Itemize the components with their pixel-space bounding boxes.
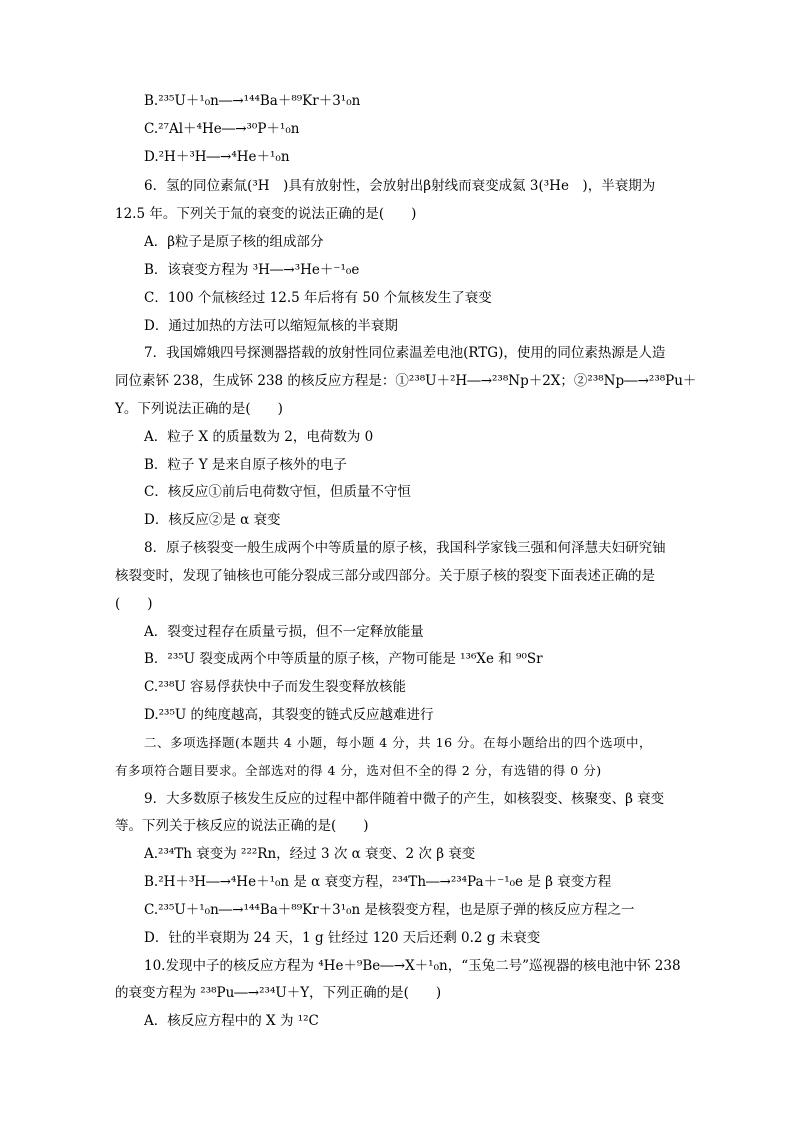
question-9-option-d: D．钍的半衰期为 24 天，1 g 钍经过 120 天后还剩 0.2 g 未衰变 (144, 930, 541, 946)
option-d-fusion-equation: D.²H＋³H―→⁴He＋¹₀n (144, 149, 290, 165)
question-6-option-d: D．通过加热的方法可以缩短氚核的半衰期 (144, 318, 398, 334)
question-8-option-c: C.²³⁸U 容易俘获快中子而发生裂变释放核能 (144, 679, 407, 695)
question-6-option-b: B．该衰变方程为 ³H―→³He＋⁻¹₀e (144, 262, 360, 278)
question-10-option-a: A．核反应方程中的 X 为 ¹²C (144, 1013, 319, 1029)
option-c-transmutation-equation: C.²⁷Al＋⁴He―→³⁰P＋¹₀n (144, 121, 300, 137)
question-9-option-c: C.²³⁵U＋¹₀n―→¹⁴⁴Ba＋⁸⁹Kr＋3¹₀n 是核裂变方程，也是原子弹的核反应方程之一 (144, 902, 635, 918)
question-8-option-d: D.²³⁵U 的纯度越高，其裂变的链式反应越难进行 (144, 707, 434, 723)
question-9-option-b: B.²H＋³H―→⁴He＋¹₀n 是 α 衰变方程，²³⁴Th―→²³⁴Pa＋⁻¹₀e 是 β 衰变方程 (144, 874, 612, 890)
question-7-stem-continued: 同位素钚 238，生成钚 238 的核反应方程是：①²³⁸U＋²H―→²³⁸Np＋2X；②²³⁸Np―→²³⁸Pu＋ (115, 373, 697, 389)
question-6-stem-continued: 12.5 年。下列关于氚的衰变的说法正确的是( ) (115, 206, 417, 222)
question-8-answer-bracket: ( ) (115, 596, 153, 612)
question-6-stem: 6．氢的同位素氚(³H )具有放射性，会放射出β射线而衰变成氦 3(³He )，半衰期为 (144, 178, 656, 194)
section-2-instructions: 有多项符合题目要求。全部选对的得 4 分，选对但不全的得 2 分，有选错的得 0 分) (115, 763, 602, 778)
question-10-stem: 10.发现中子的核反应方程为 ⁴He＋⁹Be―→X＋¹₀n，“玉兔二号”巡视器的核电池中钚 238 (144, 958, 681, 974)
question-7-option-c: C．核反应①前后电荷数守恒，但质量不守恒 (144, 484, 411, 500)
question-7-option-b: B．粒子 Y 是来自原子核外的电子 (144, 457, 347, 473)
question-9-stem-continued: 等。下列关于核反应的说法正确的是( ) (115, 818, 369, 834)
question-9-option-a: A.²³⁴Th 衰变为 ²²²Rn，经过 3 次 α 衰变、2 次 β 衰变 (144, 846, 476, 862)
question-8-option-a: A．裂变过程存在质量亏损，但不一定释放能量 (144, 624, 424, 640)
question-8-option-b: B．²³⁵U 裂变成两个中等质量的原子核，产物可能是 ¹³⁶Xe 和 ⁹⁰Sr (144, 651, 543, 667)
question-9-stem: 9．大多数原子核发生反应的过程中都伴随着中微子的产生，如核裂变、核聚变、β 衰变 (144, 791, 665, 807)
question-8-stem-continued: 核裂变时，发现了铀核也可能分裂成三部分或四部分。关于原子核的裂变下面表述正确的是 (115, 568, 655, 584)
question-7-option-a: A．粒子 X 的质量数为 2，电荷数为 0 (144, 429, 374, 445)
option-b-fission-equation: B.²³⁵U＋¹₀n―→¹⁴⁴Ba＋⁸⁹Kr＋3¹₀n (144, 93, 361, 109)
question-10-stem-continued: 的衰变方程为 ²³⁸Pu―→²³⁴U＋Y，下列正确的是( ) (115, 985, 442, 1001)
question-8-stem: 8．原子核裂变一般生成两个中等质量的原子核，我国科学家钱三强和何泽慧夫妇研究铀 (144, 540, 666, 556)
question-6-option-a: A．β粒子是原子核的组成部分 (144, 234, 324, 250)
section-2-heading: 二、多项选择题(本题共 4 小题，每小题 4 分，共 16 分。在每小题给出的四个选项中， (144, 735, 653, 750)
question-7-stem: 7．我国嫦娥四号探测器搭载的放射性同位素温差电池(RTG)，使用的同位素热源是人造 (144, 345, 666, 361)
question-7-option-d: D．核反应②是 α 衰变 (144, 512, 281, 528)
question-7-stem-end: Y。下列说法正确的是( ) (115, 401, 283, 417)
question-6-option-c: C．100 个氚核经过 12.5 年后将有 50 个氚核发生了衰变 (144, 290, 492, 306)
